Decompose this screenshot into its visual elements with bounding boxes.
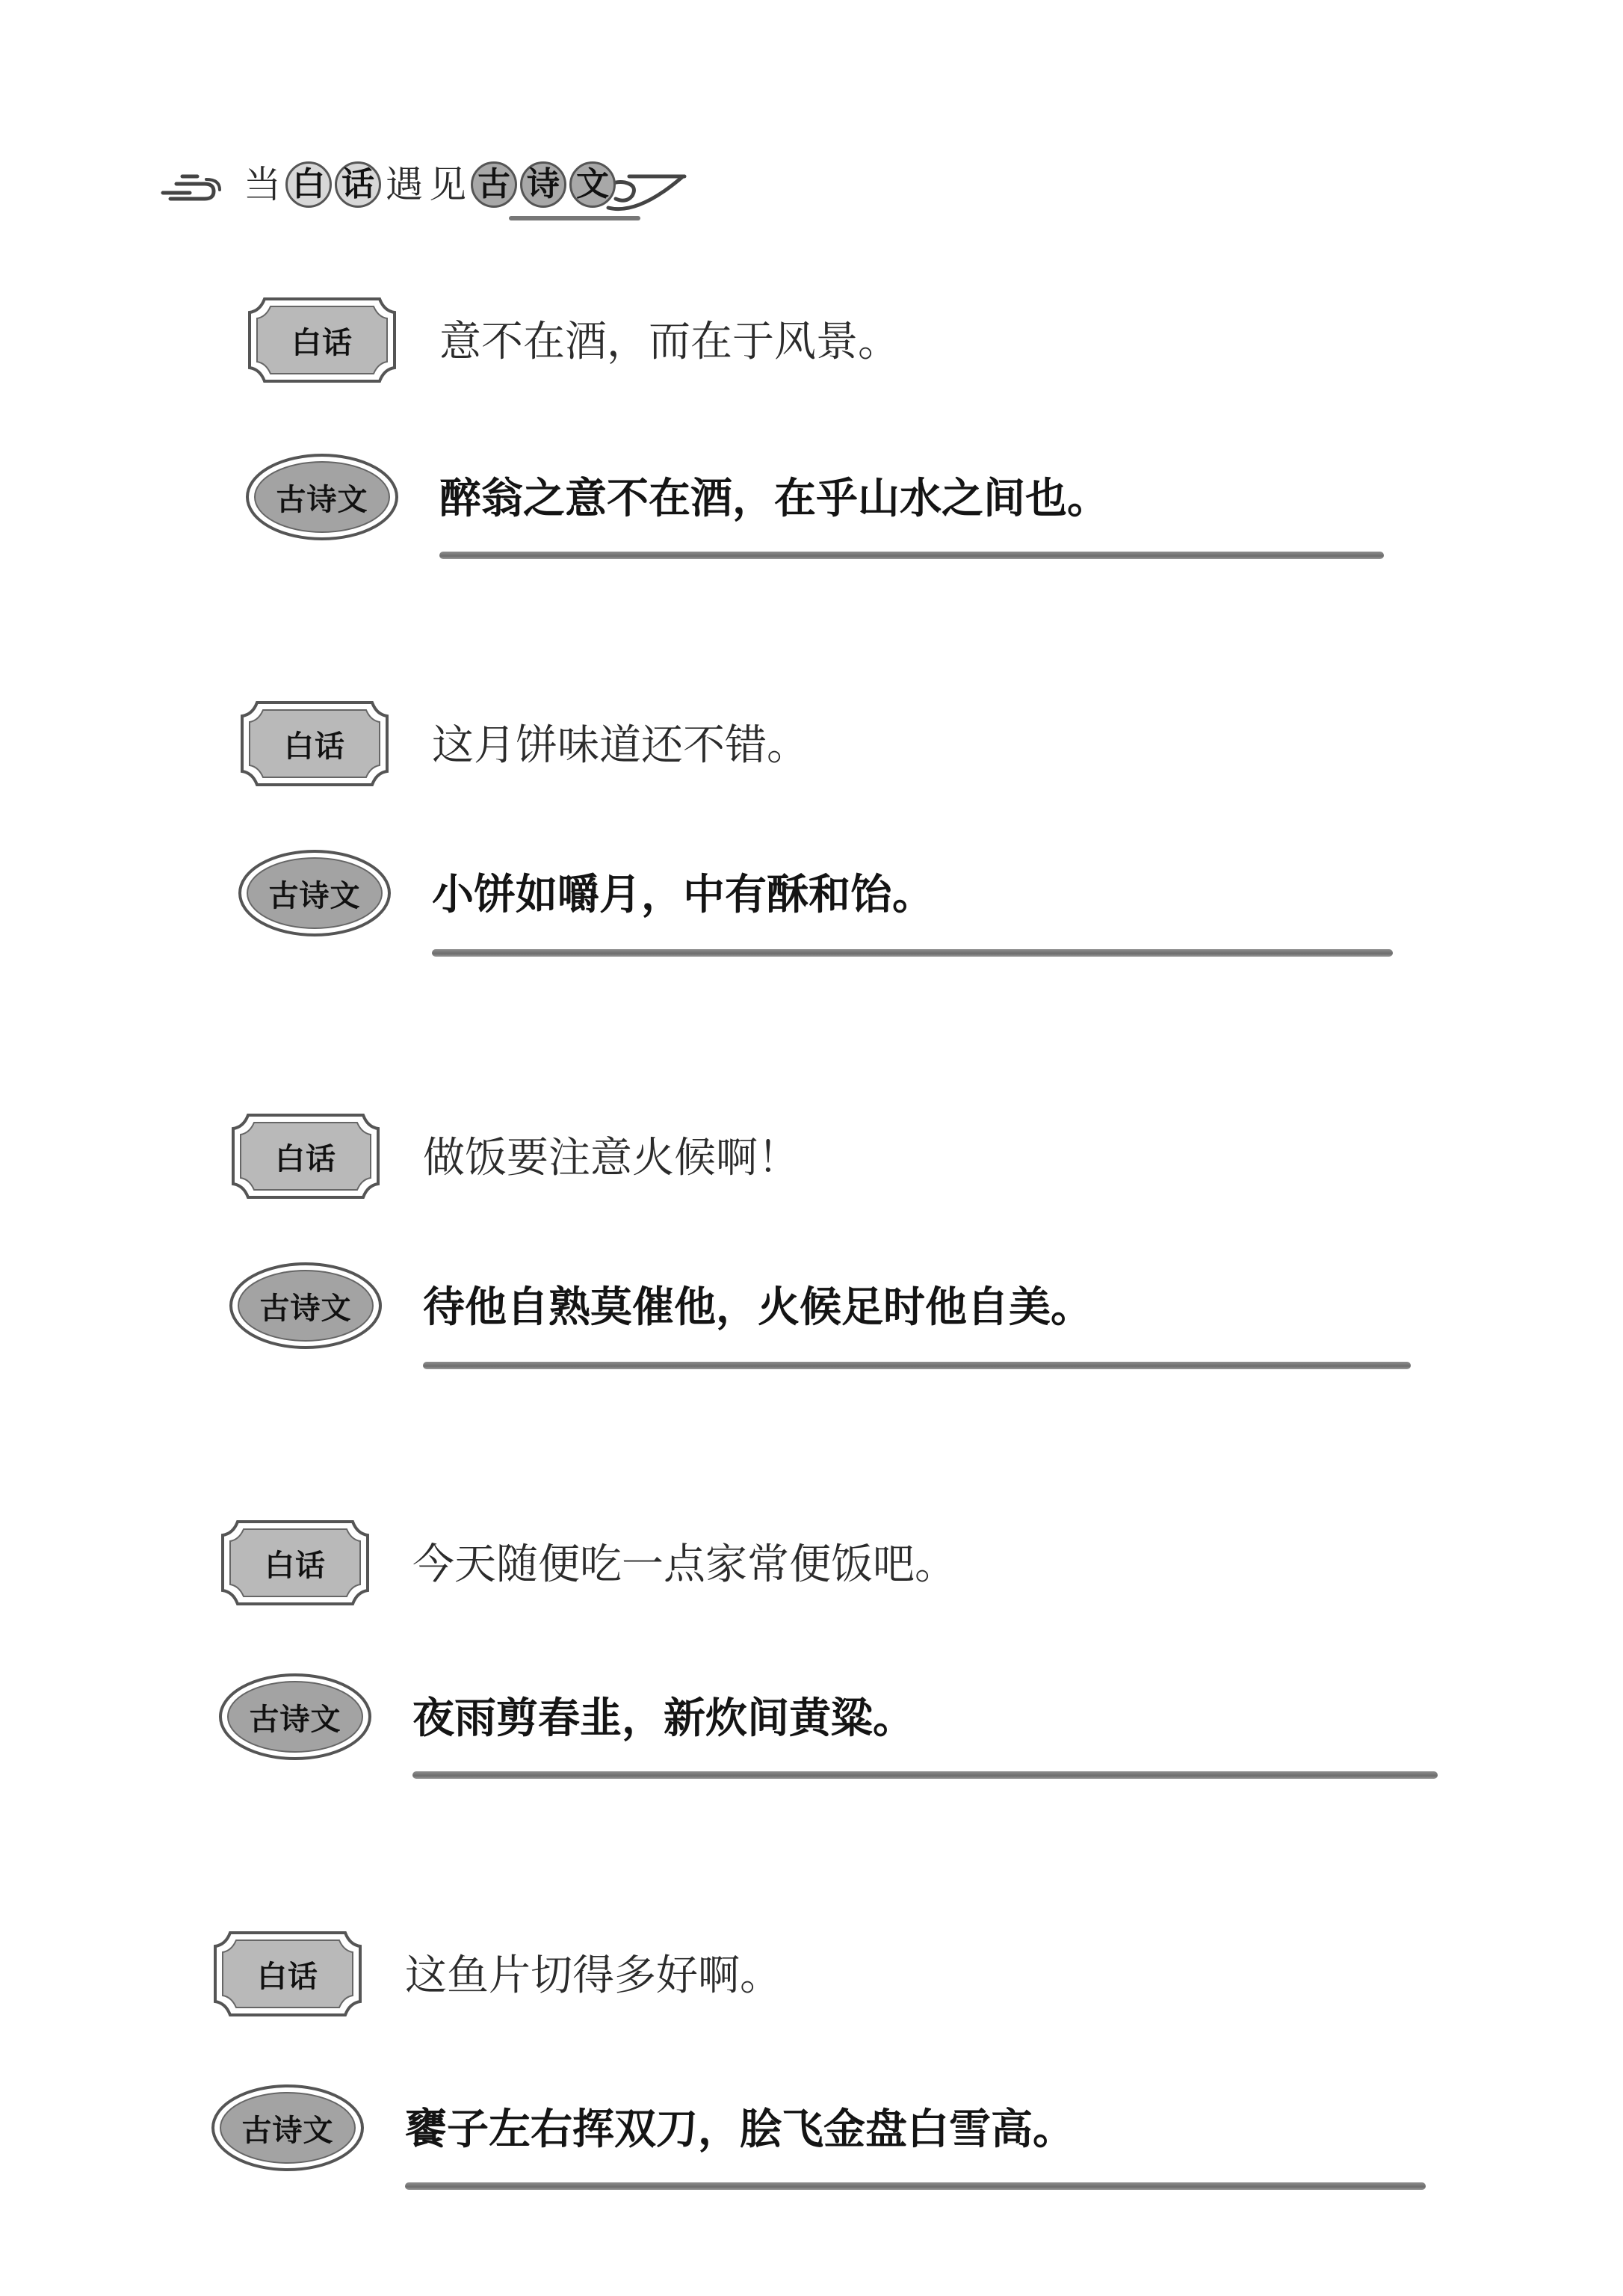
classic-badge: [244, 448, 401, 546]
modern-row: [209, 1925, 1554, 2030]
modern-badge: [217, 1514, 374, 1611]
classic-badge-label: 古诗文: [268, 878, 361, 913]
title-char: 白: [285, 161, 332, 208]
classic-row: [244, 448, 1589, 553]
modern-badge: [227, 1108, 384, 1205]
classic-sentence: 小饼如嚼月，中有酥和饴。: [432, 871, 934, 919]
classic-sentence: 夜雨剪春韭，新炊间黄粱。: [412, 1694, 915, 1743]
modern-sentence: 这月饼味道还不错。: [432, 721, 809, 770]
answer-underline: [432, 949, 1393, 957]
modern-badge: [236, 695, 393, 792]
classic-badge: [236, 845, 393, 942]
modern-sentence: 做饭要注意火候啊！: [423, 1134, 800, 1182]
modern-sentence: 今天随便吃一点家常便饭吧。: [412, 1540, 956, 1589]
title-char: 话: [335, 161, 381, 208]
classic-sentence: 待他自熟莫催他，火候足时他自美。: [423, 1283, 1092, 1332]
answer-underline: [412, 1771, 1438, 1779]
classic-badge-label: 古诗文: [259, 1291, 352, 1326]
classic-row: [209, 2079, 1554, 2184]
title-char: 当: [244, 163, 281, 206]
classic-badge-label: 古诗文: [276, 482, 368, 517]
modern-badge-label: 白话: [265, 1548, 326, 1583]
modern-sentence: 这鱼片切得多好啊。: [405, 1951, 782, 2000]
classic-badge: [209, 2079, 366, 2176]
title-char: 古: [471, 161, 517, 208]
answer-underline: [423, 1362, 1411, 1369]
modern-badge: [244, 291, 401, 389]
modern-badge-label: 白话: [284, 729, 345, 764]
classic-badge: [227, 1257, 384, 1354]
modern-sentence: 意不在酒，而在于风景。: [439, 318, 900, 366]
classic-row: [236, 845, 1581, 949]
modern-row: [227, 1108, 1572, 1212]
modern-badge-label: 白话: [291, 325, 353, 360]
modern-row: [217, 1514, 1562, 1619]
modern-badge-label: 白话: [275, 1141, 336, 1176]
title-char: 诗: [520, 161, 566, 208]
classic-badge: [217, 1668, 374, 1765]
modern-row: [244, 291, 1589, 396]
modern-row: [236, 695, 1581, 800]
page-title: [242, 158, 616, 211]
modern-badge-label: 白话: [257, 1959, 318, 1994]
classic-badge-label: 古诗文: [241, 2113, 334, 2148]
classic-badge-label: 古诗文: [249, 1702, 341, 1737]
classic-sentence: 饔子左右挥双刀，脍飞金盘白雪高。: [405, 2105, 1075, 2154]
answer-underline: [439, 552, 1384, 559]
classic-row: [227, 1257, 1572, 1362]
title-char: 见: [429, 163, 466, 206]
classic-sentence: 醉翁之意不在酒，在乎山水之间也。: [439, 475, 1109, 523]
modern-badge: [209, 1925, 366, 2022]
answer-underline: [405, 2182, 1426, 2190]
title-char: 文: [569, 161, 616, 208]
title-char: 遇: [386, 163, 423, 206]
page-header: [160, 149, 698, 232]
classic-row: [217, 1668, 1562, 1773]
